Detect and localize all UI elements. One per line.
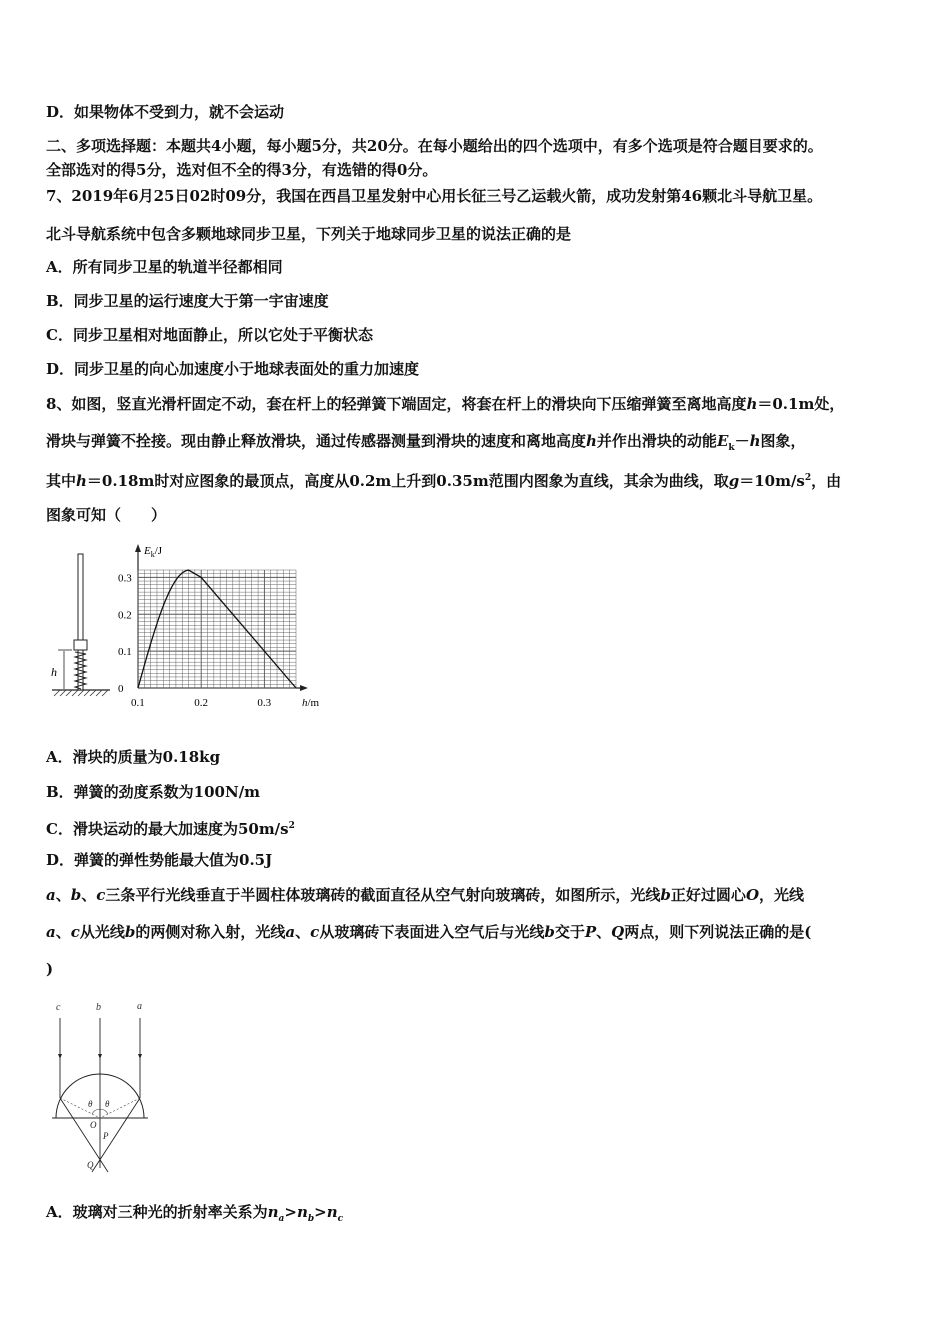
x-tick-label: 0.1 <box>131 697 145 709</box>
x-tick-label: 0.2 <box>194 697 208 709</box>
q7-option-d: D．同步卫星的向心加速度小于地球表面处的重力加速度 <box>46 360 420 378</box>
y-axis-label: $E_k/J$ <box>144 545 163 559</box>
q7-option-c: C．同步卫星相对地面静止，所以它处于平衡状态 <box>46 326 373 344</box>
q8-option-d: D．弹簧的弹性势能最大值为0.5J <box>46 851 273 869</box>
q8-figure <box>46 540 336 715</box>
q9-option-a: A．玻璃对三种光的折射率关系为$n_a>n_b>n_c$ <box>46 1203 344 1224</box>
ray-b-label: b <box>96 1002 101 1013</box>
section2-heading-line2: 全部选对的得5分，选对但不全的得3分，有选错的得0分。 <box>46 161 438 179</box>
x-tick-label: 0.3 <box>257 697 272 709</box>
q8-option-a: A．滑块的质量为0.18kg <box>46 748 221 766</box>
q9-stem: a、b、c三条平行光线垂直于半圆柱体玻璃砖的截面直径从空气射向玻璃砖，如图所示，光线b正好过圆心O，光线 <box>46 886 805 904</box>
section2-heading: 二、多项选择题：本题共4小题，每小题5分，共20分。在每小题给出的四个选项中，有多个选项是符合题目要求的。 <box>46 137 823 155</box>
y-tick-label: 0 <box>118 683 124 695</box>
q6-option-d: D．如果物体不受到力，就不会运动 <box>46 103 285 121</box>
theta-left-label: θ <box>88 1099 93 1109</box>
spring-height-label: h <box>51 665 57 679</box>
ray-a-label: a <box>137 1001 142 1012</box>
chart-grid <box>138 570 296 688</box>
point-q-label: Q <box>87 1160 94 1170</box>
q8-stem-line3: 其中h＝0.18m时对应图象的最顶点，高度从0.2m上升到0.35m范围内图象为直线，其余为曲线，取$g=10m/s^2$，由 <box>46 472 842 490</box>
q7-option-b: B．同步卫星的运行速度大于第一宇宙速度 <box>46 292 329 310</box>
center-o-label: O <box>90 1120 97 1130</box>
q8-stem: 8、如图，竖直光滑杆固定不动，套在杆上的轻弹簧下端固定，将套在杆上的滑块向下压缩弹簧至离地高度h＝0.1m处， <box>46 395 845 413</box>
q8-option-b: B．弹簧的劲度系数为100N/m <box>46 783 261 801</box>
q8-stem-line2: 滑块与弹簧不拴接。现由静止释放滑块，通过传感器测量到滑块的速度和离地高度h并作出滑块的动能$E_k-h$图象， <box>46 432 806 453</box>
y-tick-label: 0.3 <box>118 572 132 585</box>
y-tick-label: 0.1 <box>118 646 132 659</box>
y-tick-label: 0.2 <box>118 609 132 622</box>
q9-stem-line2: a、c从光线b的两侧对称入射，光线a、c从玻璃砖下表面进入空气后与光线b交于P、Q两点，则下列说法正确的是( <box>46 923 812 941</box>
q7-stem-line2: 北斗导航系统中包含多颗地球同步卫星，下列关于地球同步卫星的说法正确的是 <box>46 225 572 243</box>
q9-figure <box>46 996 166 1176</box>
q8-stem-line4: 图象可知（ ） <box>46 506 167 524</box>
point-p-label: P <box>103 1131 109 1141</box>
theta-right-label: θ <box>105 1099 110 1109</box>
x-axis-label: h/m <box>302 697 320 709</box>
q9-stem-line3: ) <box>46 960 54 978</box>
q7-option-a: A．所有同步卫星的轨道半径都相同 <box>46 258 283 276</box>
q7-stem: 7、2019年6月25日02时09分，我国在西昌卫星发射中心用长征三号乙运载火箭，成功发射第46颗北斗导航卫星。 <box>46 187 823 205</box>
q8-option-c: C．滑块运动的最大加速度为$50m/s^2$ <box>46 820 295 838</box>
ray-c-label: c <box>56 1002 61 1013</box>
